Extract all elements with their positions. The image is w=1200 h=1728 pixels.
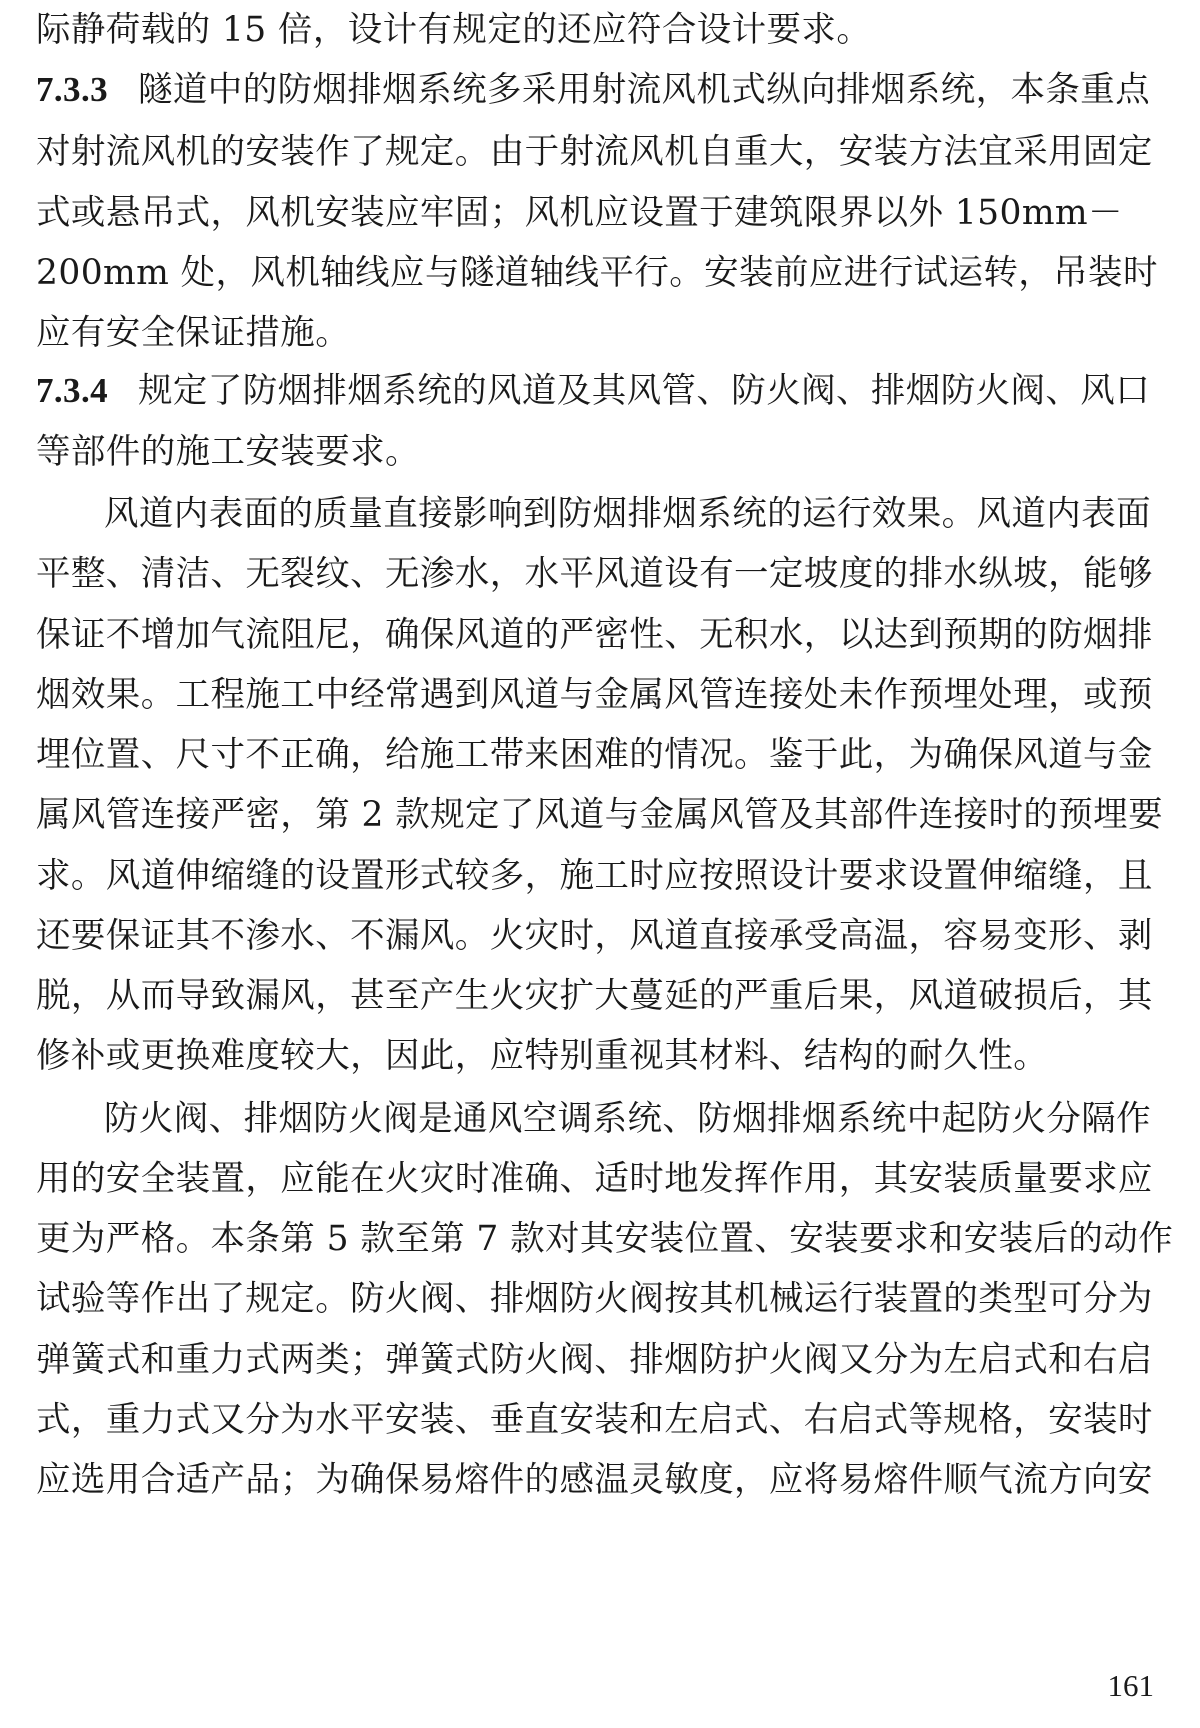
line-text: 求。风道伸缩缝的设置形式较多，施工时应按照设计要求设置伸缩缝，且 (36, 856, 1153, 896)
line-text: 200mm 处，风机轴线应与隧道轴线平行。安装前应进行试运转，吊装时 (36, 253, 1158, 293)
line-text: 对射流风机的安装作了规定。由于射流风机自重大，安装方法宜采用固定 (36, 132, 1153, 172)
line-text: 属风管连接严密，第 2 款规定了风道与金属风管及其部件连接时的预埋要 (36, 795, 1163, 835)
line-text: 脱，从而导致漏风，甚至产生火灾扩大蔓延的严重后果，风道破损后，其 (36, 976, 1153, 1016)
text-line (36, 1149, 1153, 1209)
text-line (36, 1390, 1153, 1450)
text-line (36, 0, 871, 60)
line-text: 试验等作出了规定。防火阀、排烟防火阀按其机械运行装置的类型可分为 (36, 1279, 1153, 1319)
text-line (36, 785, 1163, 845)
line-text: 等部件的施工安装要求。 (36, 432, 420, 472)
line-text: 式，重力式又分为水平安装、垂直安装和左启式、右启式等规格，安装时 (36, 1400, 1153, 1440)
text-line (36, 605, 1153, 665)
text-line (36, 665, 1153, 725)
line-text: 用的安全装置，应能在火灾时准确、适时地发挥作用，其安装质量要求应 (36, 1159, 1153, 1199)
line-text: 修补或更换难度较大，因此，应特别重视其材料、结构的耐久性。 (36, 1036, 1049, 1076)
section-heading-7-3-4 (36, 361, 1150, 421)
line-text: 埋位置、尺寸不正确，给施工带来困难的情况。鉴于此，为确保风道与金 (36, 735, 1153, 775)
text-line (36, 122, 1153, 182)
text-line (36, 422, 420, 482)
line-text: 保证不增加气流阻尼，确保风道的严密性、无积水，以达到预期的防烟排 (36, 615, 1153, 655)
text-line (36, 1269, 1153, 1329)
line-text: 还要保证其不渗水、不漏风。火灾时，风道直接承受高温，容易变形、剥 (36, 916, 1153, 956)
text-line (36, 1450, 1153, 1510)
line-text: 隧道中的防烟排烟系统多采用射流风机式纵向排烟系统，本条重点 (138, 70, 1151, 110)
section-number: 7.3.3 (36, 70, 108, 109)
line-text: 规定了防烟排烟系统的风道及其风管、防火阀、排烟防火阀、风口 (138, 371, 1151, 411)
section-number: 7.3.4 (36, 371, 108, 410)
line-text: 平整、清洁、无裂纹、无渗水，水平风道设有一定坡度的排水纵坡，能够 (36, 554, 1153, 594)
text-line (36, 1026, 1048, 1086)
page-number: 161 (1107, 1668, 1154, 1703)
line-text: 烟效果。工程施工中经常遇到风道与金属风管连接处未作预埋处理，或预 (36, 675, 1153, 715)
line-text: 防火阀、排烟防火阀是通风空调系统、防烟排烟系统中起防火分隔作 (104, 1099, 1151, 1139)
text-line (36, 725, 1153, 785)
text-line (36, 243, 1158, 303)
paragraph-start (36, 484, 1151, 544)
text-line (36, 303, 350, 363)
line-text: 应有安全保证措施。 (36, 313, 351, 353)
text-line (36, 906, 1153, 966)
section-heading-7-3-3 (36, 60, 1150, 120)
line-text: 应选用合适产品；为确保易熔件的感温灵敏度，应将易熔件顺气流方向安 (36, 1460, 1153, 1500)
line-text: 际静荷载的 15 倍，设计有规定的还应符合设计要求。 (36, 10, 872, 50)
text-line (36, 966, 1153, 1026)
text-line (36, 544, 1153, 604)
line-text: 风道内表面的质量直接影响到防烟排烟系统的运行效果。风道内表面 (104, 494, 1151, 534)
text-line (36, 1330, 1153, 1390)
line-text: 更为严格。本条第 5 款至第 7 款对其安装位置、安装要求和安装后的动作 (36, 1219, 1174, 1259)
text-line (36, 1209, 1173, 1269)
text-line (36, 846, 1153, 906)
line-text: 式或悬吊式，风机安装应牢固；风机应设置于建筑限界以外 150mm－ (36, 193, 1123, 233)
line-text: 弹簧式和重力式两类；弹簧式防火阀、排烟防护火阀又分为左启式和右启 (36, 1340, 1153, 1380)
paragraph-start (36, 1089, 1151, 1149)
text-line (36, 183, 1123, 243)
